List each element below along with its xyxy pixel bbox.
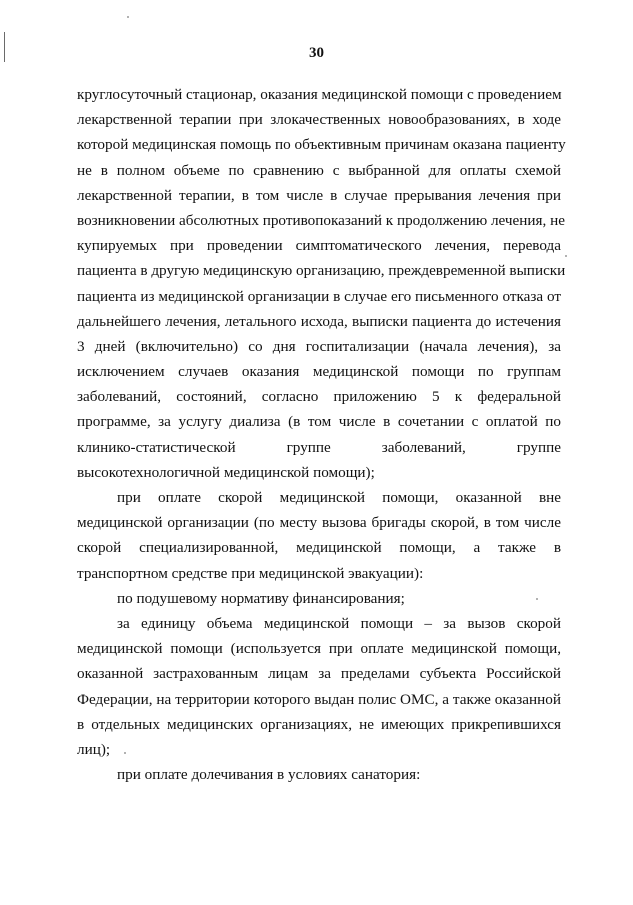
text-line: скорой специализированной, медицинской помощи, а также в [77, 539, 561, 557]
paragraph-first-line: за единицу объема медицинской помощи – за вызов скорой [117, 614, 561, 632]
text-line: заболеваний, состояний, согласно приложению 5 к федеральной [77, 388, 561, 406]
paragraph-last-line: лиц); [77, 740, 111, 758]
text-line: программе, за услугу диализа (в том числе в сочетании с оплатой по [77, 413, 561, 431]
text-line: возникновении абсолютных противопоказаний к продолжению лечения, не [77, 211, 565, 229]
text-line: в отдельных медицинских организациях, не имеющих прикрепившихся [77, 715, 561, 733]
scan-speck [124, 752, 126, 754]
paragraph-last-line: высокотехнологичной медицинской помощи); [77, 463, 375, 481]
text-line: которой медицинская помощь по объективным причинам оказана пациенту [77, 136, 566, 154]
text-line: 3 дней (включительно) со дня госпитализации (начала лечения), за [77, 337, 561, 355]
text-line: пациента в другую медицинскую организацию, преждевременной выписки [77, 262, 566, 280]
text-line: клинико-статистической группе заболеваний, группе [77, 438, 561, 456]
text-line: лекарственной терапии, в том числе в случае прерывания лечения при [77, 186, 561, 204]
scan-speck [127, 16, 129, 18]
text-line: Федерации, на территории которого выдан полис ОМС, а также оказанной [77, 690, 561, 708]
text-line: дальнейшего лечения, летального исхода, выписки пациента до истечения [77, 312, 561, 330]
text-line: круглосуточный стационар, оказания медицинской помощи с проведением [77, 86, 562, 103]
paragraph-first-line: при оплате скорой медицинской помощи, оказанной вне [117, 489, 561, 506]
paragraph-last-line: транспортном средстве при медицинской эвакуации): [77, 564, 424, 582]
text-line: не в полном объеме по сравнению с выбранной для оплаты схемой [77, 161, 561, 179]
text-line: пациента из медицинской организации в случае его письменного отказа от [77, 287, 561, 305]
text-line: оказанной застрахованным лицам за пределами субъекта Российской [77, 665, 561, 683]
scan-speck [565, 255, 567, 257]
text-line: исключением случаев оказания медицинской помощи по группам [77, 363, 561, 381]
document-body [77, 82, 566, 787]
text-line: медицинской организации (по месту вызова бригады скорой, в том числе [77, 514, 561, 532]
paragraph-single-line: при оплате долечивания в условиях санатория: [117, 766, 421, 784]
text-line: лекарственной терапии при злокачественных новообразованиях, в ходе [77, 111, 561, 129]
scan-speck [536, 598, 538, 600]
text-line: медицинской помощи (используется при оплате медицинской помощи, [77, 640, 561, 658]
text-line: купируемых при проведении симптоматического лечения, перевода [77, 237, 561, 255]
paragraph-single-line: по подушевому нормативу финансирования; [117, 589, 405, 607]
page-number: 30 [309, 45, 324, 61]
